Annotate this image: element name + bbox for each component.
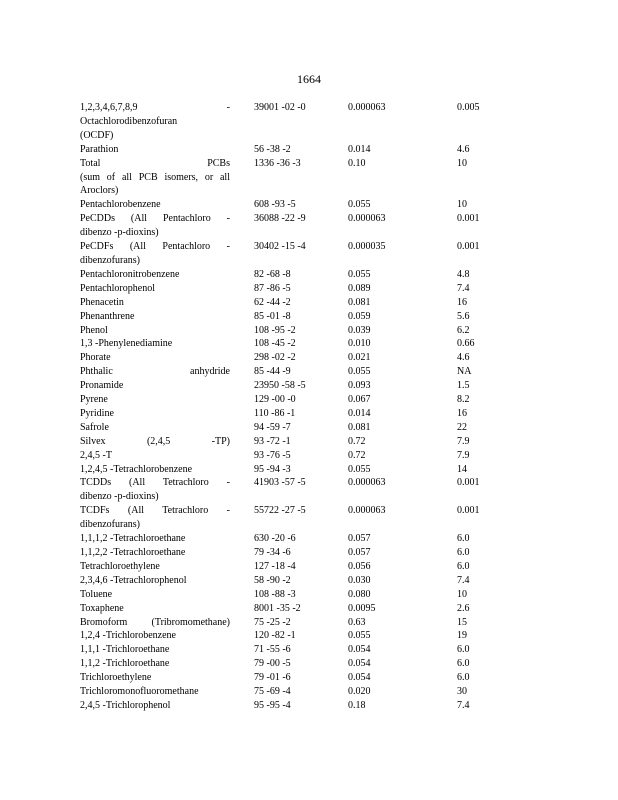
- chemical-name-line: 1,2,4 -Trichlorobenzene: [80, 630, 176, 642]
- table-row: [80, 629, 500, 643]
- table-row: [80, 685, 500, 699]
- cas-number: 75 -25 -2: [254, 616, 291, 628]
- cas-number: 87 -86 -5: [254, 282, 291, 294]
- cas-number: 41903 -57 -5: [254, 477, 306, 489]
- value-column-2: 0.001: [457, 213, 480, 225]
- value-column-2: 10: [457, 588, 467, 600]
- value-column-2: 0.001: [457, 477, 480, 489]
- value-column-1: 0.080: [348, 588, 371, 600]
- value-column-1: 0.055: [348, 630, 371, 642]
- cas-number: 129 -00 -0: [254, 394, 296, 406]
- cas-number: 85 -01 -8: [254, 310, 291, 322]
- cas-number: 23950 -58 -5: [254, 380, 306, 392]
- page-number: 1664: [297, 72, 321, 86]
- value-column-1: 0.054: [348, 672, 371, 684]
- chemical-name-line: Trichloroethylene: [80, 672, 152, 684]
- chemical-name-line: 1,2,4,5 -Tetrachlorobenzene: [80, 463, 193, 475]
- value-column-1: 0.020: [348, 686, 371, 698]
- chemical-table: [80, 101, 500, 713]
- value-column-1: 0.059: [348, 310, 371, 322]
- value-column-1: 0.63: [348, 616, 366, 628]
- table-row: [80, 671, 500, 685]
- value-column-1: 0.014: [348, 407, 371, 419]
- chemical-name-line: Phthalic anhydride: [80, 366, 230, 378]
- cas-number: 58 -90 -2: [254, 574, 291, 586]
- value-column-2: 14: [457, 463, 467, 475]
- table-row: [80, 143, 500, 157]
- table-row: [80, 157, 500, 199]
- chemical-name-line: Octachlorodibenzofuran: [80, 115, 178, 127]
- value-column-2: 4.6: [457, 352, 470, 364]
- table-row: [80, 310, 500, 324]
- value-column-1: 0.093: [348, 380, 371, 392]
- table-row: [80, 463, 500, 477]
- cas-number: 8001 -35 -2: [254, 602, 301, 614]
- chemical-name-line: Toluene: [80, 588, 113, 600]
- table-row: [80, 282, 500, 296]
- cas-number: 82 -68 -8: [254, 268, 291, 280]
- value-column-1: 0.056: [348, 560, 371, 572]
- table-row: [80, 324, 500, 338]
- table-row: [80, 602, 500, 616]
- cas-number: 108 -95 -2: [254, 324, 296, 336]
- value-column-1: 0.055: [348, 463, 371, 475]
- value-column-1: 0.010: [348, 338, 371, 350]
- value-column-1: 0.057: [348, 533, 371, 545]
- chemical-name-line: Silvex (2,4,5 -TP): [80, 435, 230, 447]
- value-column-1: 0.000063: [348, 505, 386, 517]
- value-column-2: 1.5: [457, 380, 470, 392]
- cas-number: 110 -86 -1: [254, 407, 296, 419]
- cas-number: 93 -76 -5: [254, 449, 291, 461]
- chemical-name-line: 2,4,5 -T: [80, 449, 112, 461]
- chemical-name-line: Trichloromonofluoromethane: [80, 686, 199, 698]
- chemical-name-line: dibenzo -p-dioxins): [80, 227, 159, 239]
- cas-number: 108 -88 -3: [254, 588, 296, 600]
- value-column-1: 0.054: [348, 644, 371, 656]
- cas-number: 95 -95 -4: [254, 699, 291, 711]
- table-row: [80, 449, 500, 463]
- value-column-1: 0.081: [348, 296, 371, 308]
- value-column-1: 0.10: [348, 157, 366, 169]
- value-column-1: 0.055: [348, 199, 371, 211]
- chemical-name-line: Pyrene: [80, 394, 108, 406]
- cas-number: 85 -44 -9: [254, 366, 291, 378]
- chemical-name-line: Tetrachloroethylene: [80, 560, 160, 572]
- cas-number: 55722 -27 -5: [254, 505, 306, 517]
- cas-number: 94 -59 -7: [254, 421, 291, 433]
- value-column-2: 0.001: [457, 241, 480, 253]
- table-row: [80, 101, 500, 143]
- value-column-2: 4.6: [457, 143, 470, 155]
- value-column-2: 4.8: [457, 268, 470, 280]
- table-row: [80, 560, 500, 574]
- table-row: [80, 379, 500, 393]
- chemical-name-line: dibenzofurans): [80, 254, 140, 266]
- chemical-name-line: 1,1,2 -Trichloroethane: [80, 658, 170, 670]
- chemical-name-line: dibenzo -p-dioxins): [80, 491, 159, 503]
- value-column-2: NA: [457, 366, 472, 378]
- cas-number: 608 -93 -5: [254, 199, 296, 211]
- table-row: [80, 588, 500, 602]
- value-column-2: 5.6: [457, 310, 470, 322]
- table-row: [80, 351, 500, 365]
- value-column-1: 0.18: [348, 699, 366, 711]
- chemical-name-line: (OCDF): [80, 129, 114, 141]
- table-row: [80, 393, 500, 407]
- cas-number: 127 -18 -4: [254, 560, 296, 572]
- cas-number: 108 -45 -2: [254, 338, 296, 350]
- chemical-name-line: 1,1,1 -Trichloroethane: [80, 644, 170, 656]
- chemical-name-line: PeCDDs (All Pentachloro -: [80, 213, 230, 225]
- chemical-name-line: Phenanthrene: [80, 310, 135, 322]
- cas-number: 36088 -22 -9: [254, 213, 306, 225]
- chemical-name-line: Phorate: [80, 352, 111, 364]
- chemical-name-line: Bromoform (Tribromomethane): [80, 616, 230, 628]
- value-column-1: 0.000035: [348, 241, 386, 253]
- value-column-2: 7.9: [457, 435, 470, 447]
- table-row: [80, 365, 500, 379]
- value-column-2: 7.4: [457, 574, 470, 586]
- value-column-1: 0.000063: [348, 477, 386, 489]
- table-row: [80, 476, 500, 504]
- value-column-2: 2.6: [457, 602, 470, 614]
- cas-number: 39001 -02 -0: [254, 102, 306, 113]
- table-row: [80, 240, 500, 268]
- value-column-1: 0.000063: [348, 102, 386, 113]
- chemical-name-line: PeCDFs (All Pentachloro -: [80, 241, 230, 253]
- cas-number: 120 -82 -1: [254, 630, 296, 642]
- table-row: [80, 699, 500, 713]
- cas-number: 95 -94 -3: [254, 463, 291, 475]
- cas-number: 79 -01 -6: [254, 672, 291, 684]
- chemical-name-line: 2,3,4,6 -Tetrachlorophenol: [80, 574, 187, 586]
- value-column-2: 0.66: [457, 338, 475, 350]
- value-column-1: 0.72: [348, 435, 366, 447]
- cas-number: 75 -69 -4: [254, 686, 291, 698]
- value-column-1: 0.021: [348, 352, 371, 364]
- value-column-1: 0.0095: [348, 602, 376, 614]
- table-row: [80, 212, 500, 240]
- chemical-name-line: 1,3 -Phenylenediamine: [80, 338, 173, 350]
- chemical-name-line: Toxaphene: [80, 602, 124, 614]
- chemical-name-line: Parathion: [80, 143, 119, 155]
- value-column-2: 6.0: [457, 672, 470, 684]
- table-row: [80, 643, 500, 657]
- chemical-name-line: (sum of all PCB isomers, or all: [80, 171, 230, 183]
- table-row: [80, 421, 500, 435]
- value-column-2: 6.0: [457, 533, 470, 545]
- chemical-name-line: Aroclors): [80, 185, 119, 197]
- chemical-name-line: TCDDs (All Tetrachloro -: [80, 477, 230, 489]
- table-row: [80, 574, 500, 588]
- value-column-2: 0.001: [457, 505, 480, 517]
- value-column-2: 7.9: [457, 449, 470, 461]
- table-row: [80, 532, 500, 546]
- value-column-2: 6.0: [457, 547, 470, 558]
- value-column-1: 0.055: [348, 366, 371, 378]
- table-row: [80, 268, 500, 282]
- cas-number: 71 -55 -6: [254, 644, 291, 656]
- chemical-name-line: Pronamide: [80, 380, 124, 392]
- value-column-1: 0.081: [348, 421, 371, 433]
- cas-number: 62 -44 -2: [254, 296, 291, 308]
- value-column-1: 0.057: [348, 547, 371, 558]
- value-column-2: 0.005: [457, 102, 480, 113]
- value-column-1: 0.089: [348, 282, 371, 294]
- chemical-name-line: Total PCBs: [80, 157, 230, 169]
- chemical-name-line: 1,1,1,2 -Tetrachloroethane: [80, 533, 186, 545]
- value-column-2: 6.0: [457, 644, 470, 656]
- chemical-name-line: dibenzofurans): [80, 519, 140, 531]
- value-column-1: 0.000063: [348, 213, 386, 225]
- chemical-name-line: TCDFs (All Tetrachloro -: [80, 505, 230, 517]
- value-column-1: 0.054: [348, 658, 371, 670]
- value-column-2: 16: [457, 296, 467, 308]
- chemical-name-line: Pyridine: [80, 407, 114, 419]
- cas-number: 298 -02 -2: [254, 352, 296, 364]
- chemical-name-line: 2,4,5 -Trichlorophenol: [80, 699, 171, 711]
- table-row: [80, 435, 500, 449]
- cas-number: 630 -20 -6: [254, 533, 296, 545]
- chemical-name-line: Pentachlorobenzene: [80, 199, 161, 211]
- table-row: [80, 337, 500, 351]
- value-column-1: 0.055: [348, 268, 371, 280]
- value-column-1: 0.014: [348, 143, 371, 155]
- cas-number: 30402 -15 -4: [254, 241, 306, 253]
- chemical-name-line: Pentachloronitrobenzene: [80, 268, 180, 280]
- value-column-2: 19: [457, 630, 467, 642]
- table-row: [80, 546, 500, 560]
- chemical-name-line: Pentachlorophenol: [80, 282, 155, 294]
- value-column-2: 10: [457, 199, 467, 211]
- value-column-1: 0.067: [348, 394, 371, 406]
- chemical-name-line: 1,2,3,4,6,7,8,9 -: [80, 102, 230, 113]
- table-row: [80, 616, 500, 630]
- value-column-2: 16: [457, 407, 467, 419]
- chemical-name-line: Phenol: [80, 324, 108, 336]
- value-column-1: 0.039: [348, 324, 371, 336]
- value-column-2: 15: [457, 616, 467, 628]
- value-column-2: 6.2: [457, 324, 470, 336]
- value-column-2: 8.2: [457, 394, 470, 406]
- table-row: [80, 657, 500, 671]
- value-column-2: 6.0: [457, 658, 470, 670]
- value-column-2: 22: [457, 421, 467, 433]
- chemical-name-line: Safrole: [80, 421, 109, 433]
- cas-number: 79 -00 -5: [254, 658, 291, 670]
- table-row: [80, 296, 500, 310]
- cas-number: 1336 -36 -3: [254, 157, 301, 169]
- value-column-2: 7.4: [457, 282, 470, 294]
- table-row: [80, 504, 500, 532]
- value-column-1: 0.030: [348, 574, 371, 586]
- cas-number: 93 -72 -1: [254, 435, 291, 447]
- value-column-1: 0.72: [348, 449, 366, 461]
- table-row: [80, 198, 500, 212]
- chemical-name-line: Phenacetin: [80, 296, 124, 308]
- value-column-2: 7.4: [457, 699, 470, 711]
- table-row: [80, 407, 500, 421]
- value-column-2: 6.0: [457, 560, 470, 572]
- value-column-2: 30: [457, 686, 467, 698]
- value-column-2: 10: [457, 157, 467, 169]
- chemical-name-line: 1,1,2,2 -Tetrachloroethane: [80, 547, 186, 558]
- cas-number: 56 -38 -2: [254, 143, 291, 155]
- cas-number: 79 -34 -6: [254, 547, 291, 558]
